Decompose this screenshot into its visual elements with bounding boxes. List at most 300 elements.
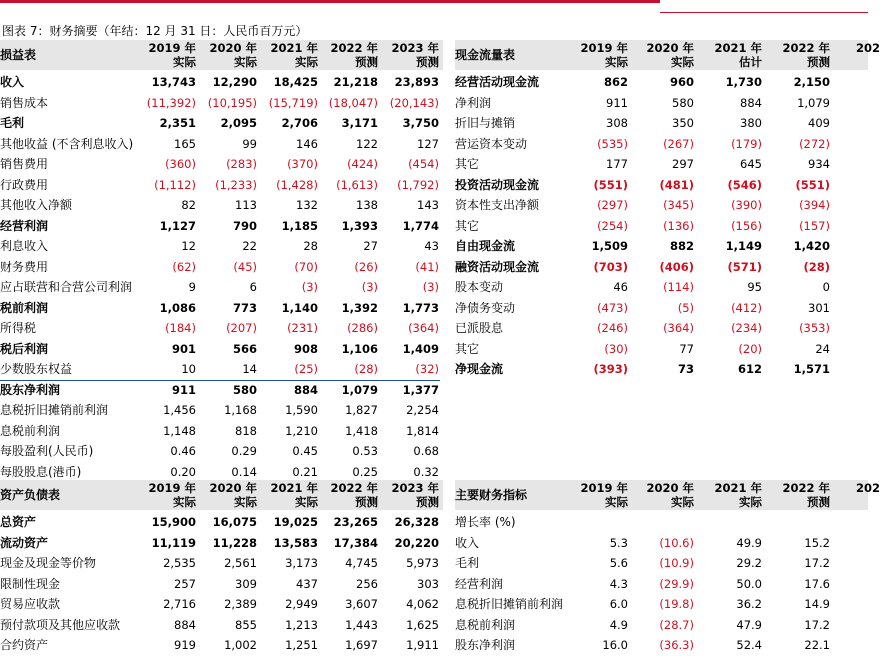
cashflow-cell: 884 bbox=[740, 95, 762, 110]
income-cell: 0.21 bbox=[292, 464, 318, 479]
income-row-label: 每股盈利(人民币) bbox=[0, 444, 94, 458]
income-cell: (1,428) bbox=[276, 177, 318, 192]
balance-cell: 303 bbox=[417, 576, 439, 591]
balance-cell: 1,213 bbox=[285, 617, 318, 632]
income-row bbox=[0, 339, 440, 360]
cashflow-row bbox=[455, 318, 895, 339]
ratios-year-header: 2021 年 实际 bbox=[714, 481, 762, 509]
income-cell: 27 bbox=[363, 239, 378, 253]
income-cell: (283) bbox=[226, 157, 257, 171]
cashflow-row bbox=[455, 195, 895, 216]
ratios-cell: 4.3 bbox=[609, 576, 628, 591]
cashflow-cell: 960 bbox=[669, 75, 694, 89]
cashflow-cell: 46 bbox=[613, 280, 628, 294]
cashflow-row bbox=[455, 277, 895, 298]
income-cell: 99 bbox=[242, 136, 257, 151]
balance-year-header: 2022 年 预测 bbox=[330, 481, 378, 509]
income-cell: (1,613) bbox=[336, 177, 378, 192]
income-title: 损益表 bbox=[0, 48, 37, 62]
balance-cell: 11,228 bbox=[212, 535, 257, 550]
balance-row bbox=[0, 553, 440, 574]
income-cell: 911 bbox=[171, 382, 196, 397]
balance-cell: 2,535 bbox=[163, 556, 196, 570]
cashflow-cell: 2,150 bbox=[793, 75, 830, 89]
income-cell: (231) bbox=[287, 321, 318, 335]
balance-cell: 13,583 bbox=[273, 535, 318, 550]
balance-row-label: 预付款项及其他应收款 bbox=[0, 617, 121, 632]
income-cell: 1,827 bbox=[345, 403, 378, 417]
income-cell: 1,377 bbox=[402, 382, 439, 397]
cashflow-row-label: 净债务变动 bbox=[455, 300, 516, 315]
cashflow-row-label: 已派股息 bbox=[455, 321, 504, 335]
income-row-label: 所得税 bbox=[0, 321, 37, 335]
balance-cell: 437 bbox=[296, 576, 318, 591]
income-row bbox=[0, 195, 440, 216]
balance-cell: 3,607 bbox=[345, 597, 378, 611]
cashflow-cell: (136) bbox=[663, 218, 694, 233]
cashflow-cell: 73 bbox=[677, 362, 694, 376]
cashflow-cell: (546) bbox=[727, 177, 762, 192]
balance-cell: 919 bbox=[174, 638, 196, 652]
income-cell: 0.20 bbox=[170, 464, 196, 479]
cashflow-row bbox=[455, 236, 895, 257]
income-cell: (3) bbox=[422, 280, 439, 294]
cashflow-title: 现金流量表 bbox=[455, 48, 516, 62]
income-cell: (184) bbox=[165, 321, 196, 335]
income-row-label: 销售成本 bbox=[0, 95, 49, 110]
cashflow-row-label: 资本性支出净额 bbox=[455, 198, 540, 212]
income-cell: 0.32 bbox=[413, 464, 439, 479]
top-accent-line bbox=[660, 12, 868, 13]
ratios-cell: 16.0 bbox=[602, 638, 628, 652]
cashflow-cell: 1,149 bbox=[725, 239, 762, 253]
cashflow-row bbox=[455, 257, 895, 278]
income-row-label: 息税折旧摊销前利润 bbox=[0, 403, 109, 417]
cashflow-row bbox=[455, 359, 895, 380]
income-cell: (370) bbox=[287, 157, 318, 171]
cashflow-cell: 297 bbox=[672, 157, 694, 171]
ratios-cell: 17.2 bbox=[804, 617, 830, 632]
cashflow-cell: 1,730 bbox=[725, 75, 762, 89]
income-row-label: 其他收入净额 bbox=[0, 198, 73, 212]
income-cell: 0.14 bbox=[231, 464, 257, 479]
income-cell: 1,168 bbox=[224, 403, 257, 417]
income-year-header: 2020 年 实际 bbox=[209, 41, 257, 69]
ratios-year-header: 2022 年 预测 bbox=[782, 481, 830, 509]
cashflow-cell: 308 bbox=[606, 116, 628, 130]
cashflow-cell: 911 bbox=[606, 95, 628, 110]
cashflow-cell: (28) bbox=[803, 259, 830, 274]
cashflow-row bbox=[455, 339, 895, 360]
ratios-row bbox=[455, 512, 895, 533]
income-cell: 0.29 bbox=[231, 444, 257, 458]
cashflow-cell: 409 bbox=[808, 116, 830, 130]
balance-cell: 855 bbox=[235, 617, 257, 632]
income-row bbox=[0, 318, 440, 339]
income-row bbox=[0, 298, 440, 319]
cashflow-cell: (5) bbox=[677, 300, 694, 315]
income-row-label: 每股股息(港币) bbox=[0, 464, 82, 479]
income-row-label: 收入 bbox=[0, 75, 25, 89]
income-cell: (25) bbox=[294, 362, 318, 376]
balance-row bbox=[0, 615, 440, 636]
income-cell: 1,409 bbox=[402, 341, 439, 356]
income-row-label: 财务费用 bbox=[0, 259, 49, 274]
income-cell: 14 bbox=[242, 362, 257, 376]
cashflow-year-header: 2022 年 预测 bbox=[782, 41, 830, 69]
income-cell: 113 bbox=[235, 198, 257, 212]
income-row bbox=[0, 154, 440, 175]
ratios-cell: (19.8) bbox=[659, 597, 694, 611]
ratios-row bbox=[455, 635, 895, 656]
income-cell: 21,218 bbox=[333, 75, 378, 89]
balance-cell: 1,443 bbox=[345, 617, 378, 632]
balance-cell: 4,745 bbox=[345, 556, 378, 570]
ratios-row-label: 毛利 bbox=[455, 556, 480, 570]
income-cell: 165 bbox=[174, 136, 196, 151]
cashflow-row-label: 经营活动现金流 bbox=[455, 75, 540, 89]
ratios-cell: 50.0 bbox=[736, 576, 762, 591]
income-cell: (3) bbox=[301, 280, 318, 294]
ratios-cell: (28.7) bbox=[659, 617, 694, 632]
cashflow-cell: (345) bbox=[663, 198, 694, 212]
balance-cell: 5,973 bbox=[406, 556, 439, 570]
income-row bbox=[0, 93, 440, 114]
balance-cell: 309 bbox=[235, 576, 257, 591]
cashflow-cell: (703) bbox=[593, 259, 628, 274]
income-row-label: 利息收入 bbox=[0, 239, 49, 253]
cashflow-row-label: 股本变动 bbox=[455, 280, 504, 294]
ratios-row-label: 经营利润 bbox=[455, 576, 504, 591]
income-header bbox=[0, 40, 443, 70]
income-cell: 13,743 bbox=[151, 75, 196, 89]
income-cell: 1,393 bbox=[341, 218, 378, 233]
income-cell: 10 bbox=[181, 362, 196, 376]
balance-cell: 2,716 bbox=[163, 597, 196, 611]
income-cell: 0.25 bbox=[352, 464, 378, 479]
ratios-cell: 15.2 bbox=[804, 535, 830, 550]
cashflow-cell: 1,571 bbox=[793, 362, 830, 376]
income-cell: (364) bbox=[408, 321, 439, 335]
balance-cell: 2,389 bbox=[224, 597, 257, 611]
balance-cell: 4,062 bbox=[406, 597, 439, 611]
balance-row-label: 流动资产 bbox=[0, 535, 49, 550]
income-row bbox=[0, 462, 440, 483]
ratios-cell: (36.3) bbox=[659, 638, 694, 652]
cashflow-cell: (156) bbox=[731, 218, 762, 233]
cashflow-cell: (390) bbox=[731, 198, 762, 212]
balance-year-header: 2020 年 实际 bbox=[209, 481, 257, 509]
income-cell: (28) bbox=[354, 362, 378, 376]
cashflow-row-label: 其它 bbox=[455, 341, 480, 356]
cashflow-cell: (353) bbox=[799, 321, 830, 335]
income-cell: 2,095 bbox=[220, 116, 257, 130]
income-cell: (18,047) bbox=[328, 95, 378, 110]
balance-cell: 1,625 bbox=[406, 617, 439, 632]
income-cell: 1,773 bbox=[402, 300, 439, 315]
cashflow-year-header: 202 bbox=[855, 41, 880, 55]
cashflow-cell: (272) bbox=[799, 136, 830, 151]
ratios-year-header: 2020 年 实际 bbox=[646, 481, 694, 509]
income-cell: 9 bbox=[188, 280, 196, 294]
cashflow-row bbox=[455, 175, 895, 196]
income-year-header: 2022 年 预测 bbox=[330, 41, 378, 69]
balance-title: 资产负债表 bbox=[0, 488, 61, 502]
income-row-label: 行政费用 bbox=[0, 177, 49, 192]
ratios-cell: 52.4 bbox=[736, 638, 762, 652]
income-cell: 0.68 bbox=[413, 444, 439, 458]
balance-cell: 19,025 bbox=[273, 515, 318, 529]
ratios-cell: 5.3 bbox=[609, 535, 628, 550]
cashflow-cell: (246) bbox=[597, 321, 628, 335]
ratios-cell: 36.2 bbox=[736, 597, 762, 611]
income-row bbox=[0, 380, 440, 401]
income-cell: 138 bbox=[356, 198, 378, 212]
income-cell: (1,112) bbox=[154, 177, 196, 192]
balance-year-header: 2019 年 实际 bbox=[148, 481, 196, 509]
income-cell: 127 bbox=[417, 136, 439, 151]
cashflow-year-header: 2020 年 实际 bbox=[646, 41, 694, 69]
ratios-cell: 4.9 bbox=[609, 617, 628, 632]
income-row bbox=[0, 400, 440, 421]
ratios-row-label: 收入 bbox=[455, 535, 480, 550]
cashflow-row bbox=[455, 154, 895, 175]
cashflow-cell: (406) bbox=[659, 259, 694, 274]
income-row bbox=[0, 277, 440, 298]
income-cell: 1,814 bbox=[406, 423, 439, 438]
cashflow-cell: (551) bbox=[795, 177, 830, 192]
income-cell: 143 bbox=[417, 198, 439, 212]
income-cell: 6 bbox=[249, 280, 257, 294]
income-row-label: 股东净利润 bbox=[0, 382, 61, 397]
cashflow-cell: 177 bbox=[606, 157, 628, 171]
cashflow-row-label: 净现金流 bbox=[455, 362, 504, 376]
balance-cell: 257 bbox=[174, 576, 196, 591]
ratios-cell: 47.9 bbox=[736, 617, 762, 632]
cashflow-cell: (551) bbox=[593, 177, 628, 192]
cashflow-cell: 882 bbox=[669, 239, 694, 253]
balance-cell: 2,949 bbox=[285, 597, 318, 611]
cashflow-row-label: 其它 bbox=[455, 157, 480, 171]
ratios-row bbox=[455, 594, 895, 615]
balance-row bbox=[0, 635, 440, 656]
income-cell: 0.53 bbox=[352, 444, 378, 458]
income-cell: 12 bbox=[181, 239, 196, 253]
income-row bbox=[0, 257, 440, 278]
balance-cell: 1,697 bbox=[345, 638, 378, 652]
cashflow-row-label: 折旧与摊销 bbox=[455, 116, 516, 130]
income-cell: 818 bbox=[235, 423, 257, 438]
income-cell: 1,590 bbox=[285, 403, 318, 417]
income-cell: 0.45 bbox=[292, 444, 318, 458]
income-row bbox=[0, 441, 440, 462]
balance-row bbox=[0, 512, 440, 533]
cashflow-row-label: 净利润 bbox=[455, 95, 492, 110]
cashflow-cell: 1,420 bbox=[793, 239, 830, 253]
income-row-label: 销售费用 bbox=[0, 157, 49, 171]
cashflow-cell: (30) bbox=[604, 341, 628, 356]
balance-cell: 1,911 bbox=[406, 638, 439, 652]
income-cell: 908 bbox=[293, 341, 318, 356]
cashflow-row-label: 其它 bbox=[455, 218, 480, 233]
ratios-cell: 6.0 bbox=[609, 597, 628, 611]
income-cell: 28 bbox=[303, 239, 318, 253]
income-cell: 3,171 bbox=[341, 116, 378, 130]
cashflow-cell: (179) bbox=[731, 136, 762, 151]
income-cell: 1,774 bbox=[402, 218, 439, 233]
income-cell: 1,106 bbox=[341, 341, 378, 356]
income-year-header: 2023 年 预测 bbox=[391, 41, 439, 69]
cashflow-row bbox=[455, 298, 895, 319]
cashflow-row bbox=[455, 216, 895, 237]
income-cell: 790 bbox=[232, 218, 257, 233]
balance-cell: 1,002 bbox=[224, 638, 257, 652]
income-row-label: 税后利润 bbox=[0, 341, 49, 356]
income-cell: 773 bbox=[232, 300, 257, 315]
income-cell: 18,425 bbox=[273, 75, 318, 89]
cashflow-cell: 862 bbox=[603, 75, 628, 89]
ratios-cell: (29.9) bbox=[659, 576, 694, 591]
cashflow-row bbox=[455, 72, 895, 93]
balance-row-label: 现金及现金等价物 bbox=[0, 556, 97, 570]
balance-row bbox=[0, 594, 440, 615]
income-cell: (1,233) bbox=[215, 177, 257, 192]
cashflow-row-label: 融资活动现金流 bbox=[455, 259, 540, 274]
income-cell: (32) bbox=[415, 362, 439, 376]
income-cell: 1,185 bbox=[281, 218, 318, 233]
ratios-row bbox=[455, 553, 895, 574]
income-cell: 0.46 bbox=[170, 444, 196, 458]
cashflow-row-label: 投资活动现金流 bbox=[455, 177, 540, 192]
balance-cell: 26,328 bbox=[394, 515, 439, 529]
cashflow-cell: 77 bbox=[679, 341, 694, 356]
income-cell: (20,143) bbox=[389, 95, 439, 110]
ratios-row bbox=[455, 615, 895, 636]
income-row bbox=[0, 175, 440, 196]
balance-cell: 20,220 bbox=[394, 535, 439, 550]
cashflow-cell: (571) bbox=[727, 259, 762, 274]
balance-cell: 16,075 bbox=[212, 515, 257, 529]
ratios-cell: 29.2 bbox=[736, 556, 762, 570]
income-cell: 146 bbox=[296, 136, 318, 151]
cashflow-cell: 95 bbox=[747, 280, 762, 294]
income-cell: 901 bbox=[171, 341, 196, 356]
income-cell: 1,418 bbox=[345, 423, 378, 438]
income-cell: 22 bbox=[242, 239, 257, 253]
income-row-label: 少数股东权益 bbox=[0, 362, 73, 376]
cashflow-cell: (412) bbox=[731, 300, 762, 315]
balance-header bbox=[0, 480, 443, 510]
balance-row-label: 合约资产 bbox=[0, 638, 49, 652]
cashflow-cell: (364) bbox=[663, 321, 694, 335]
income-cell: 1,210 bbox=[285, 423, 318, 438]
cashflow-year-header: 2019 年 实际 bbox=[580, 41, 628, 69]
balance-cell: 256 bbox=[356, 576, 378, 591]
income-cell: 3,750 bbox=[402, 116, 439, 130]
income-cell: (360) bbox=[165, 157, 196, 171]
cashflow-cell: (297) bbox=[597, 198, 628, 212]
balance-year-header: 2021 年 实际 bbox=[270, 481, 318, 509]
balance-year-header: 2023 年 预测 bbox=[391, 481, 439, 509]
ratios-row-label: 增长率 (%) bbox=[455, 515, 516, 529]
income-row bbox=[0, 134, 440, 155]
cashflow-cell: 934 bbox=[808, 157, 830, 171]
income-cell: 884 bbox=[293, 382, 318, 397]
income-row bbox=[0, 421, 440, 442]
income-cell: 23,893 bbox=[394, 75, 439, 89]
top-accent-bar bbox=[0, 0, 660, 3]
income-cell: 1,140 bbox=[281, 300, 318, 315]
income-cell: 566 bbox=[232, 341, 257, 356]
cashflow-cell: (20) bbox=[738, 341, 762, 356]
income-cell: 1,079 bbox=[341, 382, 378, 397]
cashflow-cell: (114) bbox=[663, 280, 694, 294]
income-cell: 2,254 bbox=[406, 403, 439, 417]
cashflow-cell: 612 bbox=[737, 362, 762, 376]
income-row bbox=[0, 216, 440, 237]
income-cell: 1,086 bbox=[159, 300, 196, 315]
ratios-cell: (10.6) bbox=[659, 535, 694, 550]
income-row-label: 税前利润 bbox=[0, 300, 49, 315]
ratios-row-label: 股东净利润 bbox=[455, 638, 516, 652]
cashflow-cell: (535) bbox=[597, 136, 628, 151]
income-row bbox=[0, 236, 440, 257]
income-row-label: 毛利 bbox=[0, 116, 25, 130]
balance-cell: 23,265 bbox=[333, 515, 378, 529]
cashflow-row bbox=[455, 113, 895, 134]
income-cell: (454) bbox=[408, 157, 439, 171]
ratios-cell: 49.9 bbox=[736, 535, 762, 550]
balance-cell: 884 bbox=[174, 617, 196, 632]
cashflow-cell: 1,509 bbox=[591, 239, 628, 253]
ratios-cell: 17.6 bbox=[804, 576, 830, 591]
ratios-row bbox=[455, 533, 895, 554]
balance-cell: 2,561 bbox=[224, 556, 257, 570]
cashflow-cell: 24 bbox=[815, 341, 830, 356]
income-cell: (10,195) bbox=[207, 95, 257, 110]
income-cell: (62) bbox=[172, 259, 196, 274]
income-cell: 122 bbox=[356, 136, 378, 151]
cashflow-cell: (393) bbox=[593, 362, 628, 376]
ratios-year-header: 202 bbox=[855, 481, 880, 495]
income-cell: 1,456 bbox=[163, 403, 196, 417]
ratios-header bbox=[455, 480, 880, 510]
balance-cell: 17,384 bbox=[333, 535, 378, 550]
cashflow-cell: 0 bbox=[822, 280, 830, 294]
balance-row-label: 总资产 bbox=[0, 515, 37, 529]
balance-cell: 3,173 bbox=[285, 556, 318, 570]
cashflow-header bbox=[455, 40, 880, 70]
income-cell: (70) bbox=[294, 259, 318, 274]
income-row-label: 应占联营和合营公司利润 bbox=[0, 280, 133, 294]
ratios-title: 主要财务指标 bbox=[455, 488, 528, 502]
cashflow-cell: (473) bbox=[597, 300, 628, 315]
income-cell: (1,792) bbox=[397, 177, 439, 192]
ratios-cell: 22.1 bbox=[804, 638, 830, 652]
cashflow-cell: (234) bbox=[731, 321, 762, 335]
income-cell: (11,392) bbox=[146, 95, 196, 110]
income-cell: 132 bbox=[296, 198, 318, 212]
income-row-label: 其他收益 (不含利息收入) bbox=[0, 136, 134, 151]
balance-cell: 1,251 bbox=[285, 638, 318, 652]
cashflow-cell: (394) bbox=[799, 198, 830, 212]
cashflow-cell: 1,079 bbox=[797, 95, 830, 110]
cashflow-row bbox=[455, 93, 895, 114]
ratios-year-header: 2019 年 实际 bbox=[580, 481, 628, 509]
income-row-label: 经营利润 bbox=[0, 218, 49, 233]
income-cell: (3) bbox=[361, 280, 378, 294]
income-cell: (207) bbox=[226, 321, 257, 335]
